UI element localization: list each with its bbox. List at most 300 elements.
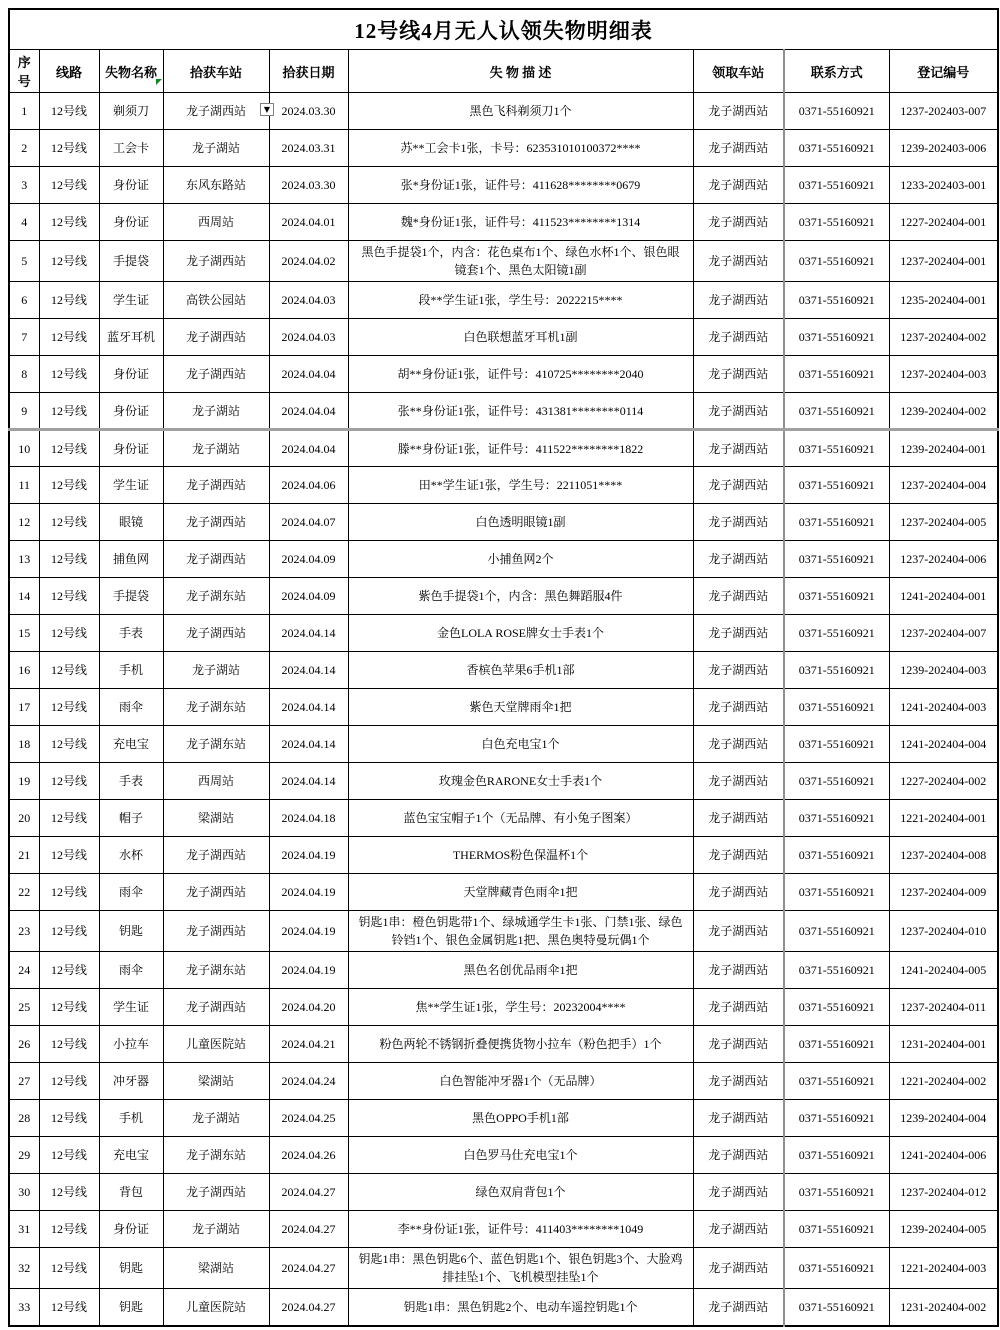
cell-contact: 0371-55160921 (784, 241, 889, 282)
cell-pickup-station: 龙子湖西站 (693, 1100, 784, 1137)
cell-description: 黑色名创优品雨伞1把 (348, 952, 693, 989)
cell-registration-no: 1237-202404-005 (889, 504, 998, 541)
filter-dropdown-icon[interactable]: ▼ (260, 103, 274, 116)
cell-found-station: 龙子湖西站 (163, 504, 269, 541)
cell-index: 21 (9, 837, 39, 874)
cell-found-station: 西周站 (163, 204, 269, 241)
table-row (9, 837, 998, 874)
cell-line: 12号线 (39, 1100, 99, 1137)
table-body (9, 93, 998, 1326)
table-row (9, 93, 998, 130)
cell-contact: 0371-55160921 (784, 1063, 889, 1100)
table-row (9, 241, 998, 282)
cell-index: 33 (9, 1289, 39, 1326)
cell-item-name: 小拉车 (99, 1026, 163, 1063)
cell-description: 香槟色苹果6手机1部 (348, 652, 693, 689)
cell-line: 12号线 (39, 689, 99, 726)
cell-found-station: 龙子湖东站 (163, 689, 269, 726)
cell-contact: 0371-55160921 (784, 911, 889, 952)
cell-registration-no: 1241-202404-001 (889, 578, 998, 615)
table-row (9, 1026, 998, 1063)
cell-description: 钥匙1串：黑色钥匙6个、蓝色钥匙1个、银色钥匙3个、大脸鸡排挂坠1个、飞机模型挂坠1个 (348, 1248, 693, 1289)
table-title-row (9, 9, 998, 50)
cell-line: 12号线 (39, 952, 99, 989)
cell-description: 黑色飞科剃须刀1个 (348, 93, 693, 130)
cell-index: 22 (9, 874, 39, 911)
cell-item-name: 水杯 (99, 837, 163, 874)
cell-pickup-station: 龙子湖西站 (693, 1248, 784, 1289)
cell-index: 9 (9, 393, 39, 430)
cell-line: 12号线 (39, 1211, 99, 1248)
cell-found-date: 2024.04.09 (269, 541, 348, 578)
cell-item-name: 手提袋 (99, 241, 163, 282)
cell-pickup-station: 龙子湖西站 (693, 130, 784, 167)
cell-registration-no: 1237-202404-003 (889, 356, 998, 393)
cell-description: 白色透明眼镜1副 (348, 504, 693, 541)
cell-description: 钥匙1串：橙色钥匙带1个、绿城通学生卡1张、门禁1张、绿色铃铛1个、银色金属钥匙1把、黑色奥特曼玩偶1个 (348, 911, 693, 952)
cell-line: 12号线 (39, 837, 99, 874)
cell-description: 紫色天堂牌雨伞1把 (348, 689, 693, 726)
cell-found-station: 西周站 (163, 763, 269, 800)
cell-found-station: 龙子湖站 (163, 652, 269, 689)
cell-item-name: 学生证 (99, 989, 163, 1026)
cell-item-name: 雨伞 (99, 874, 163, 911)
table-row (9, 1137, 998, 1174)
table-row (9, 615, 998, 652)
cell-pickup-station: 龙子湖西站 (693, 837, 784, 874)
cell-found-date: 2024.04.24 (269, 1063, 348, 1100)
cell-found-date: 2024.04.27 (269, 1211, 348, 1248)
cell-found-date: 2024.04.04 (269, 430, 348, 467)
cell-contact: 0371-55160921 (784, 837, 889, 874)
cell-found-station: 龙子湖西站 (163, 1174, 269, 1211)
cell-line: 12号线 (39, 393, 99, 430)
cell-index: 15 (9, 615, 39, 652)
cell-found-date: 2024.04.19 (269, 874, 348, 911)
cell-item-name: 身份证 (99, 1211, 163, 1248)
cell-registration-no: 1241-202404-004 (889, 726, 998, 763)
cell-found-date: 2024.04.07 (269, 504, 348, 541)
cell-item-name: 钥匙 (99, 1248, 163, 1289)
cell-description: 李**身份证1张，证件号：411403********1049 (348, 1211, 693, 1248)
cell-line: 12号线 (39, 1137, 99, 1174)
cell-index: 12 (9, 504, 39, 541)
cell-pickup-station: 龙子湖西站 (693, 578, 784, 615)
cell-index: 30 (9, 1174, 39, 1211)
col-header-found-station: 拾获车站 (163, 50, 269, 93)
cell-pickup-station: 龙子湖西站 (693, 204, 784, 241)
cell-registration-no: 1241-202404-005 (889, 952, 998, 989)
cell-index: 13 (9, 541, 39, 578)
cell-line: 12号线 (39, 167, 99, 204)
cell-found-date: 2024.03.31 (269, 130, 348, 167)
cell-item-name: 钥匙 (99, 1289, 163, 1326)
cell-found-station: 龙子湖东站 (163, 1137, 269, 1174)
cell-pickup-station: 龙子湖西站 (693, 911, 784, 952)
cell-line: 12号线 (39, 541, 99, 578)
cell-description: 黑色OPPO手机1部 (348, 1100, 693, 1137)
cell-line: 12号线 (39, 911, 99, 952)
table-row (9, 356, 998, 393)
cell-index: 11 (9, 467, 39, 504)
cell-line: 12号线 (39, 726, 99, 763)
cell-contact: 0371-55160921 (784, 615, 889, 652)
cell-item-name: 帽子 (99, 800, 163, 837)
cell-found-date: 2024.04.14 (269, 689, 348, 726)
cell-pickup-station: 龙子湖西站 (693, 800, 784, 837)
cell-contact: 0371-55160921 (784, 204, 889, 241)
col-header-description: 失 物 描 述 (348, 50, 693, 93)
cell-found-station: 龙子湖西站 (163, 911, 269, 952)
cell-registration-no: 1239-202404-003 (889, 652, 998, 689)
cell-contact: 0371-55160921 (784, 1248, 889, 1289)
col-header-pickup-station: 领取车站 (693, 50, 784, 93)
cell-found-station: 龙子湖西站 (163, 319, 269, 356)
cell-index: 6 (9, 282, 39, 319)
cell-pickup-station: 龙子湖西站 (693, 319, 784, 356)
cell-found-date: 2024.04.20 (269, 989, 348, 1026)
table-row (9, 800, 998, 837)
cell-item-name: 身份证 (99, 167, 163, 204)
cell-description: 胡**身份证1张，证件号：410725********2040 (348, 356, 693, 393)
cell-index: 2 (9, 130, 39, 167)
cell-index: 26 (9, 1026, 39, 1063)
cell-item-name: 身份证 (99, 204, 163, 241)
cell-pickup-station: 龙子湖西站 (693, 393, 784, 430)
cell-registration-no: 1221-202404-003 (889, 1248, 998, 1289)
cell-registration-no: 1241-202404-003 (889, 689, 998, 726)
cell-found-date: 2024.04.27 (269, 1174, 348, 1211)
cell-contact: 0371-55160921 (784, 356, 889, 393)
cell-registration-no: 1231-202404-002 (889, 1289, 998, 1326)
cell-contact: 0371-55160921 (784, 541, 889, 578)
cell-description: 钥匙1串：黑色钥匙2个、电动车遥控钥匙1个 (348, 1289, 693, 1326)
cell-contact: 0371-55160921 (784, 93, 889, 130)
cell-index: 4 (9, 204, 39, 241)
cell-description: 段**学生证1张，学生号：2022215**** (348, 282, 693, 319)
table-row (9, 911, 998, 952)
cell-item-name: 手机 (99, 652, 163, 689)
cell-contact: 0371-55160921 (784, 430, 889, 467)
cell-pickup-station: 龙子湖西站 (693, 282, 784, 319)
cell-registration-no: 1231-202404-001 (889, 1026, 998, 1063)
cell-found-date: 2024.04.01 (269, 204, 348, 241)
cell-item-name: 手机 (99, 1100, 163, 1137)
cell-description: 紫色手提袋1个，内含：黑色舞蹈服4件 (348, 578, 693, 615)
cell-line: 12号线 (39, 319, 99, 356)
cell-line: 12号线 (39, 615, 99, 652)
cell-index: 24 (9, 952, 39, 989)
cell-item-name: 充电宝 (99, 726, 163, 763)
cell-found-date: 2024.04.19 (269, 837, 348, 874)
table-row (9, 204, 998, 241)
cell-error-indicator-icon (156, 79, 162, 85)
table-row (9, 319, 998, 356)
cell-pickup-station: 龙子湖西站 (693, 1137, 784, 1174)
cell-contact: 0371-55160921 (784, 1026, 889, 1063)
cell-found-date: 2024.04.26 (269, 1137, 348, 1174)
cell-item-name: 学生证 (99, 282, 163, 319)
cell-contact: 0371-55160921 (784, 1289, 889, 1326)
cell-contact: 0371-55160921 (784, 167, 889, 204)
cell-contact: 0371-55160921 (784, 130, 889, 167)
cell-index: 28 (9, 1100, 39, 1137)
cell-registration-no: 1237-202404-001 (889, 241, 998, 282)
cell-found-station: 龙子湖西站 (163, 615, 269, 652)
table-row (9, 1211, 998, 1248)
cell-found-date: 2024.03.30 (269, 93, 348, 130)
cell-contact: 0371-55160921 (784, 989, 889, 1026)
cell-found-station: 龙子湖站 (163, 430, 269, 467)
cell-registration-no: 1235-202404-001 (889, 282, 998, 319)
cell-line: 12号线 (39, 800, 99, 837)
cell-found-station: 龙子湖西站 (163, 93, 269, 130)
cell-found-date: 2024.04.21 (269, 1026, 348, 1063)
cell-pickup-station: 龙子湖西站 (693, 241, 784, 282)
cell-found-date: 2024.04.14 (269, 726, 348, 763)
cell-found-date: 2024.04.14 (269, 615, 348, 652)
cell-description: 焦**学生证1张，学生号：20232004**** (348, 989, 693, 1026)
table-row (9, 763, 998, 800)
cell-index: 8 (9, 356, 39, 393)
cell-found-date: 2024.04.02 (269, 241, 348, 282)
cell-item-name: 冲牙器 (99, 1063, 163, 1100)
cell-line: 12号线 (39, 1063, 99, 1100)
cell-contact: 0371-55160921 (784, 319, 889, 356)
col-header-contact: 联系方式 (784, 50, 889, 93)
cell-contact: 0371-55160921 (784, 800, 889, 837)
cell-registration-no: 1239-202404-001 (889, 430, 998, 467)
table-row (9, 689, 998, 726)
cell-registration-no: 1233-202403-001 (889, 167, 998, 204)
cell-line: 12号线 (39, 130, 99, 167)
cell-line: 12号线 (39, 1174, 99, 1211)
col-header-found-date: 拾获日期 (269, 50, 348, 93)
cell-item-name: 手表 (99, 763, 163, 800)
cell-description: 张*身份证1张，证件号：411628********0679 (348, 167, 693, 204)
table-row (9, 1063, 998, 1100)
cell-found-date: 2024.04.18 (269, 800, 348, 837)
cell-description: 金色LOLA ROSE牌女士手表1个 (348, 615, 693, 652)
table-row (9, 467, 998, 504)
cell-pickup-station: 龙子湖西站 (693, 689, 784, 726)
cell-pickup-station: 龙子湖西站 (693, 356, 784, 393)
cell-pickup-station: 龙子湖西站 (693, 1063, 784, 1100)
cell-index: 19 (9, 763, 39, 800)
cell-item-name: 雨伞 (99, 689, 163, 726)
cell-contact: 0371-55160921 (784, 1174, 889, 1211)
cell-pickup-station: 龙子湖西站 (693, 952, 784, 989)
cell-line: 12号线 (39, 1026, 99, 1063)
cell-item-name: 工会卡 (99, 130, 163, 167)
cell-line: 12号线 (39, 874, 99, 911)
cell-found-date: 2024.04.03 (269, 319, 348, 356)
cell-item-name: 剃须刀 (99, 93, 163, 130)
cell-index: 14 (9, 578, 39, 615)
cell-item-name: 学生证 (99, 467, 163, 504)
cell-item-name: 身份证 (99, 393, 163, 430)
cell-line: 12号线 (39, 989, 99, 1026)
cell-line: 12号线 (39, 1248, 99, 1289)
cell-registration-no: 1239-202404-005 (889, 1211, 998, 1248)
cell-pickup-station: 龙子湖西站 (693, 989, 784, 1026)
cell-index: 10 (9, 430, 39, 467)
cell-contact: 0371-55160921 (784, 652, 889, 689)
cell-registration-no: 1239-202403-006 (889, 130, 998, 167)
cell-found-date: 2024.04.19 (269, 952, 348, 989)
cell-found-station: 儿童医院站 (163, 1026, 269, 1063)
cell-line: 12号线 (39, 282, 99, 319)
cell-description: 白色联想蓝牙耳机1副 (348, 319, 693, 356)
table-row (9, 578, 998, 615)
cell-description: 魏*身份证1张，证件号：411523********1314 (348, 204, 693, 241)
cell-index: 25 (9, 989, 39, 1026)
cell-found-station: 梁湖站 (163, 800, 269, 837)
cell-pickup-station: 龙子湖西站 (693, 1174, 784, 1211)
cell-description: 张**身份证1张，证件号：431381********0114 (348, 393, 693, 430)
cell-registration-no: 1237-202404-011 (889, 989, 998, 1026)
cell-contact: 0371-55160921 (784, 282, 889, 319)
cell-registration-no: 1221-202404-001 (889, 800, 998, 837)
table-row (9, 130, 998, 167)
cell-line: 12号线 (39, 356, 99, 393)
cell-found-station: 龙子湖西站 (163, 837, 269, 874)
cell-item-name: 充电宝 (99, 1137, 163, 1174)
cell-registration-no: 1221-202404-002 (889, 1063, 998, 1100)
cell-description: 田**学生证1张，学生号：2211051**** (348, 467, 693, 504)
cell-found-date: 2024.04.09 (269, 578, 348, 615)
table-row (9, 652, 998, 689)
cell-index: 7 (9, 319, 39, 356)
table-row (9, 874, 998, 911)
cell-index: 16 (9, 652, 39, 689)
cell-contact: 0371-55160921 (784, 726, 889, 763)
table-row (9, 504, 998, 541)
spreadsheet (8, 8, 999, 1327)
cell-found-station: 东风东路站 (163, 167, 269, 204)
cell-found-station: 龙子湖西站 (163, 356, 269, 393)
cell-pickup-station: 龙子湖西站 (693, 541, 784, 578)
cell-found-station: 龙子湖西站 (163, 467, 269, 504)
cell-line: 12号线 (39, 652, 99, 689)
cell-description: 苏**工会卡1张，卡号：623531010100372**** (348, 130, 693, 167)
cell-pickup-station: 龙子湖西站 (693, 874, 784, 911)
cell-description: 白色充电宝1个 (348, 726, 693, 763)
cell-description: 蓝色宝宝帽子1个（无品牌、有小兔子图案） (348, 800, 693, 837)
cell-index: 23 (9, 911, 39, 952)
cell-line: 12号线 (39, 204, 99, 241)
cell-registration-no: 1241-202404-006 (889, 1137, 998, 1174)
cell-found-station: 高铁公园站 (163, 282, 269, 319)
table-row (9, 952, 998, 989)
cell-found-date: 2024.04.14 (269, 652, 348, 689)
cell-contact: 0371-55160921 (784, 393, 889, 430)
cell-item-name: 蓝牙耳机 (99, 319, 163, 356)
cell-registration-no: 1227-202404-001 (889, 204, 998, 241)
cell-registration-no: 1227-202404-002 (889, 763, 998, 800)
cell-registration-no: 1237-202404-012 (889, 1174, 998, 1211)
cell-found-date: 2024.04.27 (269, 1289, 348, 1326)
cell-found-station: 龙子湖西站 (163, 541, 269, 578)
cell-found-station: 梁湖站 (163, 1248, 269, 1289)
cell-contact: 0371-55160921 (784, 1137, 889, 1174)
cell-index: 20 (9, 800, 39, 837)
cell-item-name: 身份证 (99, 430, 163, 467)
cell-pickup-station: 龙子湖西站 (693, 763, 784, 800)
cell-index: 5 (9, 241, 39, 282)
cell-found-date: 2024.04.03 (269, 282, 348, 319)
cell-found-date: 2024.03.30 (269, 167, 348, 204)
cell-index: 27 (9, 1063, 39, 1100)
cell-found-station: 龙子湖站 (163, 1100, 269, 1137)
cell-line: 12号线 (39, 93, 99, 130)
col-header-registration-no: 登记编号 (889, 50, 998, 93)
cell-contact: 0371-55160921 (784, 763, 889, 800)
cell-registration-no: 1237-202404-008 (889, 837, 998, 874)
cell-description: 粉色两轮不锈钢折叠便携货物小拉车（粉色把手）1个 (348, 1026, 693, 1063)
cell-item-name: 眼镜 (99, 504, 163, 541)
cell-index: 32 (9, 1248, 39, 1289)
cell-contact: 0371-55160921 (784, 689, 889, 726)
page-title: 12号线4月无人认领失物明细表 (9, 9, 998, 50)
cell-line: 12号线 (39, 430, 99, 467)
cell-pickup-station: 龙子湖西站 (693, 93, 784, 130)
cell-registration-no: 1237-202404-002 (889, 319, 998, 356)
cell-pickup-station: 龙子湖西站 (693, 726, 784, 763)
cell-description: THERMOS粉色保温杯1个 (348, 837, 693, 874)
table-row (9, 1174, 998, 1211)
cell-description: 玫瑰金色RARONE女士手表1个 (348, 763, 693, 800)
cell-pickup-station: 龙子湖西站 (693, 652, 784, 689)
cell-pickup-station: 龙子湖西站 (693, 430, 784, 467)
cell-line: 12号线 (39, 241, 99, 282)
cell-registration-no: 1237-202404-004 (889, 467, 998, 504)
cell-registration-no: 1239-202404-002 (889, 393, 998, 430)
cell-registration-no: 1237-202404-007 (889, 615, 998, 652)
cell-description: 天堂牌藏青色雨伞1把 (348, 874, 693, 911)
cell-registration-no: 1237-202404-009 (889, 874, 998, 911)
cell-found-station: 龙子湖西站 (163, 989, 269, 1026)
cell-found-station: 龙子湖站 (163, 130, 269, 167)
cell-found-station: 龙子湖站 (163, 393, 269, 430)
table-header-row (9, 50, 998, 93)
cell-index: 3 (9, 167, 39, 204)
cell-index: 17 (9, 689, 39, 726)
cell-found-station: 龙子湖西站 (163, 241, 269, 282)
cell-line: 12号线 (39, 504, 99, 541)
table-row (9, 989, 998, 1026)
cell-index: 29 (9, 1137, 39, 1174)
cell-registration-no: 1237-202404-006 (889, 541, 998, 578)
table-row (9, 167, 998, 204)
cell-contact: 0371-55160921 (784, 1211, 889, 1248)
cell-line: 12号线 (39, 763, 99, 800)
lost-items-table (8, 8, 999, 1327)
col-header-item-name: 失物名称 (99, 50, 163, 93)
table-row (9, 430, 998, 467)
cell-description: 滕**身份证1张，证件号：411522********1822 (348, 430, 693, 467)
table-row (9, 541, 998, 578)
table-row (9, 393, 998, 430)
cell-found-station: 龙子湖东站 (163, 726, 269, 763)
cell-item-name: 手提袋 (99, 578, 163, 615)
cell-pickup-station: 龙子湖西站 (693, 1289, 784, 1326)
cell-found-date: 2024.04.19 (269, 911, 348, 952)
cell-index: 18 (9, 726, 39, 763)
table-row (9, 1100, 998, 1137)
cell-contact: 0371-55160921 (784, 874, 889, 911)
cell-found-date: 2024.04.04 (269, 356, 348, 393)
